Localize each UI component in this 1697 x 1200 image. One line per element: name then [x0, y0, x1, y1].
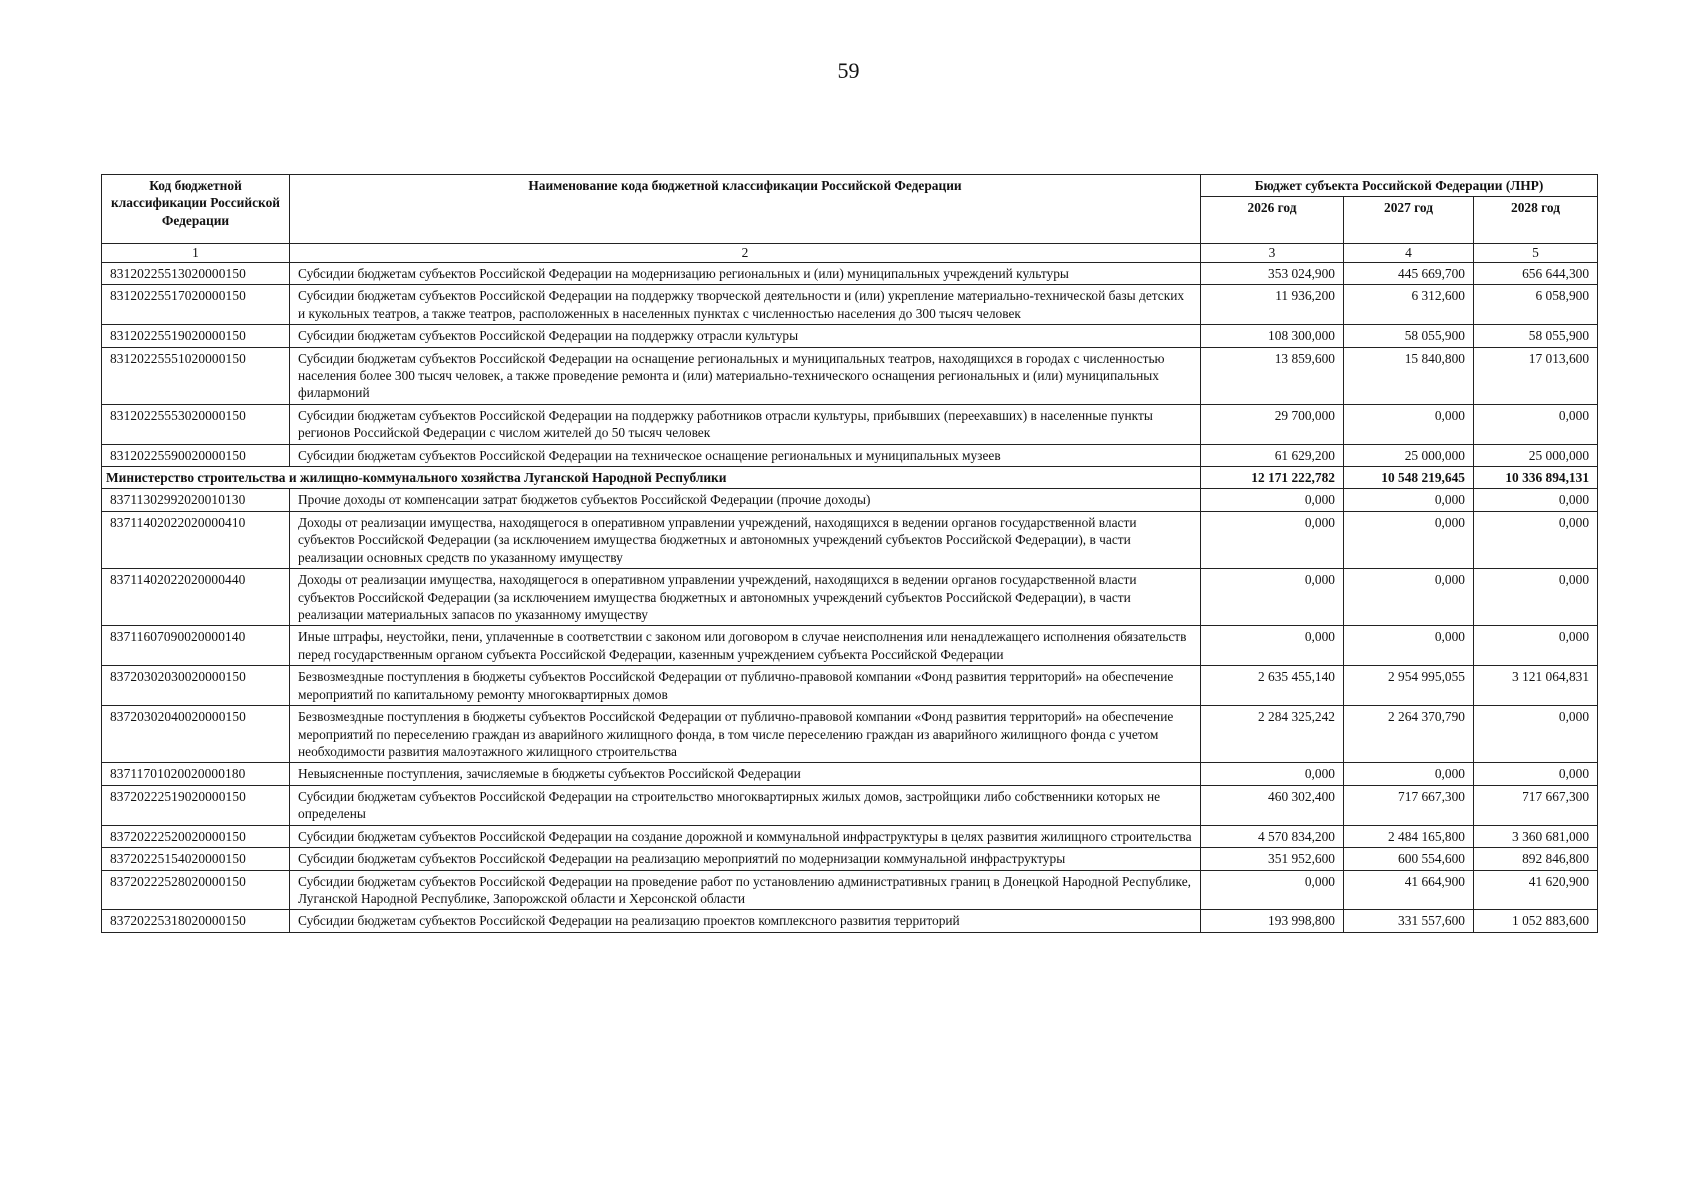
value-2028: 0,000 — [1474, 706, 1598, 763]
budget-code-name: Субсидии бюджетам субъектов Российской Федерации на техническое оснащение региональных и муниципальных музеев — [290, 444, 1201, 466]
budget-code-name: Субсидии бюджетам субъектов Российской Федерации на модернизацию региональных и (или) муниципальных учреждений культуры — [290, 262, 1201, 284]
budget-code: 83120225590020000150 — [102, 444, 290, 466]
page-number: 59 — [837, 58, 860, 83]
value-2026: 353 024,900 — [1201, 262, 1344, 284]
table-row — [102, 569, 1598, 626]
value-2028: 0,000 — [1474, 511, 1598, 568]
value-2027: 0,000 — [1344, 626, 1474, 666]
budget-code: 83720225318020000150 — [102, 910, 290, 932]
value-2028: 0,000 — [1474, 763, 1598, 785]
header-name: Наименование кода бюджетной классификации Российской Федерации — [290, 175, 1201, 244]
value-2027: 2 484 165,800 — [1344, 825, 1474, 847]
budget-code-name: Иные штрафы, неустойки, пени, уплаченные в соответствии с законом или договором в случае неисполнения или ненадлежащего исполнения обязательств перед государственным органом субъекта Российской Федерации, казенным учреждением субъекта Российской Федерации — [290, 626, 1201, 666]
table-row — [102, 910, 1598, 932]
table-row — [102, 325, 1598, 347]
value-2027: 6 312,600 — [1344, 285, 1474, 325]
ministry-total-2027: 10 548 219,645 — [1344, 467, 1474, 489]
table-row — [102, 444, 1598, 466]
header-year-2028: 2028 год — [1474, 197, 1598, 244]
value-2026: 61 629,200 — [1201, 444, 1344, 466]
budget-code: 83120225513020000150 — [102, 262, 290, 284]
budget-code: 83711302992020010130 — [102, 489, 290, 511]
table-row — [102, 785, 1598, 825]
budget-code: 83120225517020000150 — [102, 285, 290, 325]
header-year-2026: 2026 год — [1201, 197, 1344, 244]
value-2028: 3 121 064,831 — [1474, 666, 1598, 706]
table-row — [102, 626, 1598, 666]
value-2026: 351 952,600 — [1201, 848, 1344, 870]
value-2027: 0,000 — [1344, 489, 1474, 511]
value-2027: 2 954 995,055 — [1344, 666, 1474, 706]
budget-code: 83720222520020000150 — [102, 825, 290, 847]
value-2028: 25 000,000 — [1474, 444, 1598, 466]
budget-code: 83711701020020000180 — [102, 763, 290, 785]
budget-code: 83720225154020000150 — [102, 848, 290, 870]
value-2026: 29 700,000 — [1201, 404, 1344, 444]
value-2027: 331 557,600 — [1344, 910, 1474, 932]
value-2028: 58 055,900 — [1474, 325, 1598, 347]
column-number-row — [102, 244, 1598, 262]
budget-code-name: Доходы от реализации имущества, находящегося в оперативном управлении учреждений, находящихся в ведении органов государственной власти субъектов Российской Федерации (за исключением имущества бюджетных и автономных учреждений субъектов Российской Федерации), в части реализации основных средств по указанному имуществу — [290, 511, 1201, 568]
value-2028: 0,000 — [1474, 569, 1598, 626]
column-number: 3 — [1201, 244, 1344, 262]
table-row — [102, 511, 1598, 568]
budget-code-name: Субсидии бюджетам субъектов Российской Федерации на поддержку творческой деятельности и (или) укрепление материально-технической базы детских и кукольных театров, а также театров, расположенных в населенных пунктах с численностью населения до 300 тысяч человек — [290, 285, 1201, 325]
table-row — [102, 404, 1598, 444]
header-budget: Бюджет субъекта Российской Федерации (ЛНР) — [1201, 175, 1598, 197]
value-2028: 0,000 — [1474, 404, 1598, 444]
budget-code-name: Невыясненные поступления, зачисляемые в бюджеты субъектов Российской Федерации — [290, 763, 1201, 785]
budget-code-name: Субсидии бюджетам субъектов Российской Федерации на реализацию проектов комплексного развития территорий — [290, 910, 1201, 932]
budget-table — [101, 174, 1598, 933]
value-2027: 445 669,700 — [1344, 262, 1474, 284]
value-2027: 0,000 — [1344, 404, 1474, 444]
value-2027: 25 000,000 — [1344, 444, 1474, 466]
budget-code-name: Субсидии бюджетам субъектов Российской Федерации на оснащение региональных и муниципальных театров, находящихся в городах с численностью населения более 300 тысяч человек, а также проведение ремонта и (или) материально-технического оснащения региональных и (или) муниципальных филармоний — [290, 347, 1201, 404]
value-2027: 0,000 — [1344, 763, 1474, 785]
budget-code: 83711402022020000410 — [102, 511, 290, 568]
value-2026: 0,000 — [1201, 569, 1344, 626]
value-2028: 656 644,300 — [1474, 262, 1598, 284]
value-2027: 717 667,300 — [1344, 785, 1474, 825]
budget-code-name: Субсидии бюджетам субъектов Российской Федерации на проведение работ по установлению административных границ в Донецкой Народной Республике, Луганской Народной Республике, Запорожской области и Херсонской области — [290, 870, 1201, 910]
budget-code: 83720222519020000150 — [102, 785, 290, 825]
budget-code: 83720302040020000150 — [102, 706, 290, 763]
value-2026: 0,000 — [1201, 489, 1344, 511]
budget-code-name: Субсидии бюджетам субъектов Российской Федерации на строительство многоквартирных жилых домов, застройщики либо собственники которых не определены — [290, 785, 1201, 825]
value-2026: 108 300,000 — [1201, 325, 1344, 347]
value-2027: 15 840,800 — [1344, 347, 1474, 404]
value-2028: 6 058,900 — [1474, 285, 1598, 325]
table-row — [102, 262, 1598, 284]
budget-code: 83120225519020000150 — [102, 325, 290, 347]
value-2028: 1 052 883,600 — [1474, 910, 1598, 932]
ministry-name: Министерство строительства и жилищно-коммунального хозяйства Луганской Народной Республики — [102, 467, 1201, 489]
table-row — [102, 763, 1598, 785]
value-2027: 41 664,900 — [1344, 870, 1474, 910]
budget-code-name: Субсидии бюджетам субъектов Российской Федерации на создание дорожной и коммунальной инфраструктуры в целях развития жилищного строительства — [290, 825, 1201, 847]
value-2028: 0,000 — [1474, 626, 1598, 666]
budget-code: 83711607090020000140 — [102, 626, 290, 666]
table-row — [102, 489, 1598, 511]
table-row — [102, 870, 1598, 910]
value-2028: 17 013,600 — [1474, 347, 1598, 404]
table-row — [102, 666, 1598, 706]
budget-code-name: Субсидии бюджетам субъектов Российской Федерации на поддержку отрасли культуры — [290, 325, 1201, 347]
value-2028: 0,000 — [1474, 489, 1598, 511]
value-2028: 892 846,800 — [1474, 848, 1598, 870]
budget-code-name: Субсидии бюджетам субъектов Российской Федерации на реализацию мероприятий по модернизации коммунальной инфраструктуры — [290, 848, 1201, 870]
budget-code: 83720222528020000150 — [102, 870, 290, 910]
table-row — [102, 285, 1598, 325]
column-number: 5 — [1474, 244, 1598, 262]
value-2026: 0,000 — [1201, 511, 1344, 568]
value-2026: 13 859,600 — [1201, 347, 1344, 404]
ministry-total-row — [102, 467, 1598, 489]
budget-code-name: Безвозмездные поступления в бюджеты субъектов Российской Федерации от публично-правовой компании «Фонд развития территорий» на обеспечение мероприятий по капитальному ремонту многоквартирных домов — [290, 666, 1201, 706]
budget-code-name: Безвозмездные поступления в бюджеты субъектов Российской Федерации от публично-правовой компании «Фонд развития территорий» на обеспечение мероприятий по переселению граждан из аварийного жилищного фонда, в том числе переселению граждан из аварийного жилищного фонда с учетом необходимости развития малоэтажного жилищного строительства — [290, 706, 1201, 763]
table-row — [102, 825, 1598, 847]
ministry-total-2028: 10 336 894,131 — [1474, 467, 1598, 489]
value-2028: 717 667,300 — [1474, 785, 1598, 825]
value-2026: 0,000 — [1201, 626, 1344, 666]
ministry-total-2026: 12 171 222,782 — [1201, 467, 1344, 489]
column-number: 2 — [290, 244, 1201, 262]
value-2026: 460 302,400 — [1201, 785, 1344, 825]
budget-code-name: Прочие доходы от компенсации затрат бюджетов субъектов Российской Федерации (прочие доходы) — [290, 489, 1201, 511]
value-2026: 0,000 — [1201, 763, 1344, 785]
table-row — [102, 848, 1598, 870]
column-number: 4 — [1344, 244, 1474, 262]
header-code: Код бюджетной классификации Российской Федерации — [102, 175, 290, 244]
budget-code: 83711402022020000440 — [102, 569, 290, 626]
value-2026: 11 936,200 — [1201, 285, 1344, 325]
value-2026: 0,000 — [1201, 870, 1344, 910]
value-2027: 0,000 — [1344, 569, 1474, 626]
value-2027: 0,000 — [1344, 511, 1474, 568]
budget-code: 83120225553020000150 — [102, 404, 290, 444]
header-year-2027: 2027 год — [1344, 197, 1474, 244]
budget-code-name: Субсидии бюджетам субъектов Российской Федерации на поддержку работников отрасли культуры, прибывших (переехавших) в населенные пункты регионов Российской Федерации с числом жителей до 50 тысяч человек — [290, 404, 1201, 444]
value-2027: 58 055,900 — [1344, 325, 1474, 347]
value-2026: 4 570 834,200 — [1201, 825, 1344, 847]
column-number: 1 — [102, 244, 290, 262]
value-2028: 41 620,900 — [1474, 870, 1598, 910]
table-row — [102, 706, 1598, 763]
value-2028: 3 360 681,000 — [1474, 825, 1598, 847]
value-2026: 2 284 325,242 — [1201, 706, 1344, 763]
value-2026: 2 635 455,140 — [1201, 666, 1344, 706]
budget-code: 83120225551020000150 — [102, 347, 290, 404]
table-body — [102, 244, 1598, 932]
value-2027: 600 554,600 — [1344, 848, 1474, 870]
value-2026: 193 998,800 — [1201, 910, 1344, 932]
value-2027: 2 264 370,790 — [1344, 706, 1474, 763]
table-row — [102, 347, 1598, 404]
budget-code-name: Доходы от реализации имущества, находящегося в оперативном управлении учреждений, находящихся в ведении органов государственной власти субъектов Российской Федерации (за исключением имущества бюджетных и автономных учреждений субъектов Российской Федерации), в части реализации материальных запасов по указанному имуществу — [290, 569, 1201, 626]
budget-code: 83720302030020000150 — [102, 666, 290, 706]
